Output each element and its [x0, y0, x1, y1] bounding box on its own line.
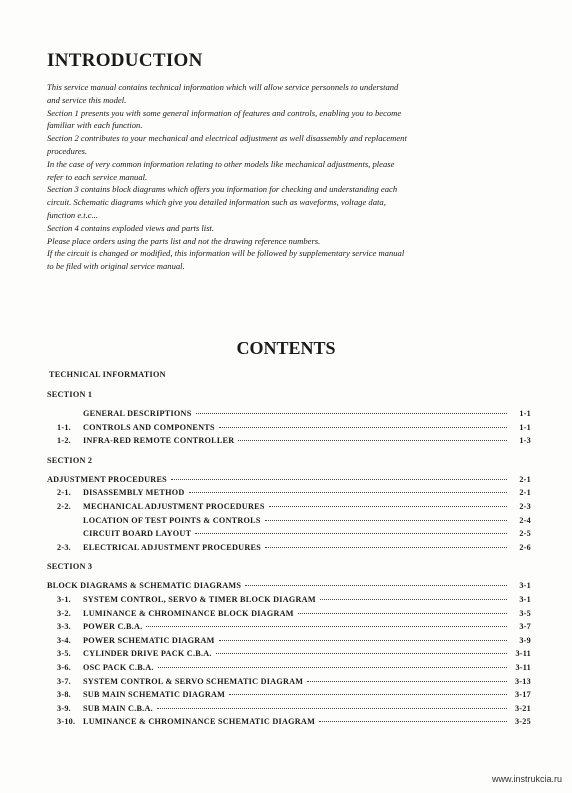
toc-entry-page: 2-6	[519, 542, 531, 552]
toc-entry-title: SYSTEM CONTROL & SERVO SCHEMATIC DIAGRAM	[83, 676, 304, 686]
intro-line: function e.t.c...	[47, 209, 99, 220]
dot-leader	[171, 479, 507, 480]
toc-entry-title: POWER C.B.A.	[83, 622, 143, 632]
toc-entry-title: ELECTRICAL ADJUSTMENT PROCEDURES	[83, 542, 262, 552]
toc-entry-title: LUMINANCE & CHROMINANCE BLOCK DIAGRAM	[83, 608, 294, 618]
toc-entry-title: SUB MAIN C.B.A.	[83, 703, 153, 713]
dot-leader	[238, 440, 507, 441]
toc-entry[interactable]	[47, 688, 531, 702]
dot-leader	[298, 613, 507, 614]
dot-leader	[196, 413, 507, 414]
toc-heading: TECHNICAL INFORMATION	[49, 370, 166, 379]
section-heading: SECTION 2	[47, 455, 93, 465]
toc-entry-number: 3-2.	[57, 608, 71, 618]
toc-entry-title: GENERAL DESCRIPTIONS	[83, 409, 192, 418]
toc-entry-title: LOCATION OF TEST POINTS & CONTROLS	[83, 515, 261, 525]
toc-entry[interactable]	[47, 500, 531, 514]
toc-entry-page: 2-4	[519, 515, 531, 525]
toc-entry[interactable]	[47, 514, 531, 528]
toc-entry-number: 3-10.	[57, 717, 76, 727]
toc-entry-title: BLOCK DIAGRAMS & SCHEMATIC DIAGRAMS	[47, 581, 242, 591]
intro-line: Section 3 contains block diagrams which offers you information for checking and understanding each	[47, 184, 398, 195]
toc-entry-title: INFRA-RED REMOTE CONTROLLER	[83, 436, 235, 446]
toc-entry[interactable]	[47, 527, 531, 541]
toc-entry-page: 3-9	[519, 635, 531, 645]
toc-entry-number: 3-9.	[57, 703, 71, 713]
intro-line: This service manual contains technical information which will allow service personnels to understand	[47, 82, 399, 92]
toc-entry-page: 2-5	[519, 529, 531, 539]
toc-entry[interactable]	[47, 407, 531, 421]
toc-entry-title: SYSTEM CONTROL, SERVO & TIMER BLOCK DIAGRAM	[83, 594, 316, 604]
contents-title: CONTENTS	[236, 338, 336, 358]
dot-leader	[265, 547, 507, 548]
intro-title: INTRODUCTION	[47, 50, 203, 71]
toc-entry-number: 2-3.	[57, 542, 71, 552]
toc-entry-page: 3-7	[519, 622, 531, 632]
dot-leader	[265, 520, 507, 521]
toc-entry[interactable]	[47, 541, 531, 555]
toc-entry[interactable]	[47, 421, 531, 435]
intro-line: In the case of very common information relating to other models like mechanical adjustments, please	[47, 158, 395, 169]
dot-leader	[269, 506, 507, 507]
toc-entry-number: 3-1.	[57, 594, 71, 604]
toc-entry[interactable]	[47, 579, 531, 593]
toc-entry[interactable]	[47, 593, 531, 607]
dot-leader	[219, 640, 507, 641]
intro-line: Section 2 contributes to your mechanical and electrical adjustment as well disassembly and replacement	[47, 133, 407, 144]
toc-entry-page: 2-3	[519, 501, 531, 511]
toc-entry-page: 1-1	[519, 422, 531, 432]
toc-entry-title: POWER SCHEMATIC DIAGRAM	[83, 635, 215, 645]
dot-leader	[229, 694, 507, 695]
toc-entry[interactable]	[47, 715, 531, 729]
intro-line: Section 4 contains exploded views and parts list.	[47, 222, 215, 233]
toc-entry-number: 3-3.	[57, 622, 71, 632]
intro-line: Please place orders using the parts list and not the drawing reference numbers.	[47, 235, 321, 246]
toc-entry-page: 3-1	[519, 581, 531, 591]
toc-entry-number: 3-4.	[57, 635, 71, 645]
intro-line: circuit. Schematic diagrams which give you detailed information such as waveforms, voltage data,	[47, 197, 386, 208]
toc-entry-page: 3-17	[514, 690, 531, 700]
intro-line: If the circuit is changed or modified, this information will be followed by supplementary service manual	[47, 248, 405, 259]
toc-entry-page: 3-5	[519, 608, 531, 618]
toc-entry-title: CIRCUIT BOARD LAYOUT	[83, 529, 192, 539]
toc-entry[interactable]	[47, 661, 531, 675]
toc-entry-number: 1-1.	[57, 422, 71, 432]
section-heading: SECTION 1	[47, 390, 93, 399]
toc-entry-page: 1-1	[519, 409, 531, 418]
dot-leader	[319, 721, 507, 722]
toc-entry-page: 3-25	[514, 717, 531, 727]
toc-entry[interactable]	[47, 634, 531, 648]
dot-leader	[245, 585, 507, 586]
toc-entry-page: 2-1	[519, 488, 531, 498]
dot-leader	[157, 708, 507, 709]
toc-entry-number: 2-1.	[57, 488, 71, 498]
toc-entry[interactable]	[47, 675, 531, 689]
toc-entry[interactable]	[47, 620, 531, 634]
dot-leader	[158, 667, 507, 668]
toc-entry[interactable]	[47, 434, 531, 448]
toc-entry-page: 3-1	[519, 594, 531, 604]
intro-line: procedures.	[47, 145, 88, 156]
toc-entry-page: 3-11	[515, 662, 531, 672]
dot-leader	[307, 681, 507, 682]
dot-leader	[195, 533, 507, 534]
intro-line: refer to each service manual.	[47, 171, 148, 182]
toc-entry-number: 3-5.	[57, 649, 71, 659]
toc-entry-number: 3-6.	[57, 662, 71, 672]
toc-entry-page: 3-21	[514, 703, 531, 713]
dot-leader	[219, 427, 507, 428]
toc-entry-number: 2-2.	[57, 501, 71, 511]
toc-entry-title: OSC PACK C.B.A.	[83, 662, 154, 672]
dot-leader	[216, 653, 507, 654]
toc-entry-number: 3-7.	[57, 676, 71, 686]
toc-entry[interactable]	[47, 607, 531, 621]
toc-entry-title: CYLINDER DRIVE PACK C.B.A.	[83, 649, 212, 659]
toc-entry-title: SUB MAIN SCHEMATIC DIAGRAM	[83, 690, 226, 700]
toc-entry-number: 3-8.	[57, 690, 71, 700]
dot-leader	[146, 626, 507, 627]
toc-entry[interactable]	[47, 486, 531, 500]
toc-entry[interactable]	[47, 647, 531, 661]
dot-leader	[189, 492, 508, 493]
toc-entry-title: MECHANICAL ADJUSTMENT PROCEDURES	[83, 501, 265, 511]
intro-line: to be filed with original service manual.	[47, 261, 185, 272]
toc-entry-title: ADJUSTMENT PROCEDURES	[47, 474, 167, 484]
toc-entry-page: 3-13	[514, 676, 531, 686]
dot-leader	[320, 599, 507, 600]
toc-entry-number: 1-2.	[57, 436, 71, 446]
toc-entry[interactable]	[47, 473, 531, 487]
toc-entry-page: 1-3	[519, 436, 531, 446]
section-heading: SECTION 3	[47, 562, 93, 572]
intro-line: familiar with each function.	[47, 120, 143, 131]
toc-entry[interactable]	[47, 702, 531, 716]
table-of-contents	[47, 368, 531, 729]
toc-entry-title: LUMINANCE & CHROMINANCE SCHEMATIC DIAGRAM	[83, 717, 316, 727]
toc-entry-title: CONTROLS AND COMPONENTS	[83, 422, 215, 432]
toc-entry-title: DISASSEMBLY METHOD	[83, 488, 185, 498]
intro-line: Section 1 presents you with some general information of features and controls, enabling you to become	[47, 107, 402, 118]
intro-text	[47, 81, 537, 273]
intro-line: and service this model.	[47, 94, 127, 105]
toc-entry-page: 2-1	[519, 474, 531, 484]
toc-entry-page: 3-11	[515, 649, 531, 659]
watermark: www.instrukcia.ru	[491, 774, 562, 784]
